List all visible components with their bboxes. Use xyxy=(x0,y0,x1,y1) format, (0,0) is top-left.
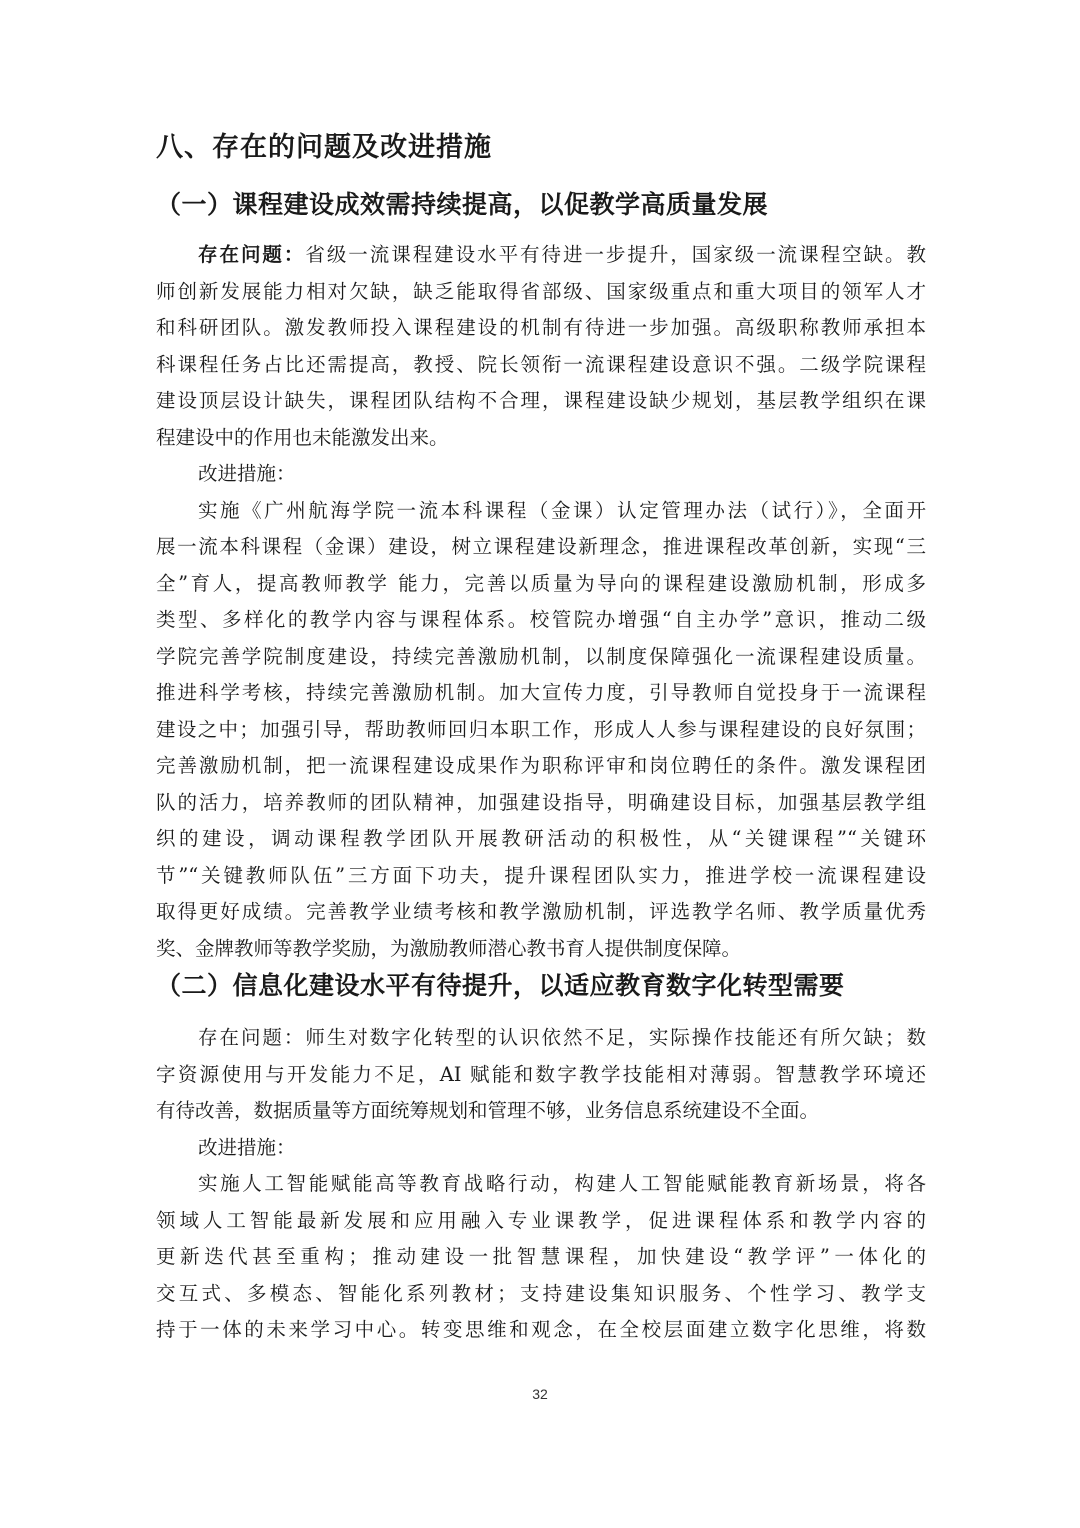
paragraph-line: 全”育人，提高教师教学 能力，完善以质量为导向的课程建设激励机制，形成多 xyxy=(156,571,926,595)
paragraph-line: 实施《广州航海学院一流本科课程（金课）认定管理办法（试行）》，全面开 xyxy=(198,498,926,522)
paragraph-line: 取得更好成绩。完善教学业绩考核和教学激励机制，评选教学名师、教学质量优秀 xyxy=(156,900,926,923)
subsection-1-heading: （一）课程建设成效需持续提高，以促教学高质量发展 xyxy=(156,190,769,219)
paragraph-line: 有待改善，数据质量等方面统筹规划和管理不够，业务信息系统建设不全面。 xyxy=(156,1099,820,1122)
paragraph-line: 持于一体的未来学习中心。转变思维和观念，在全校层面建立数字化思维，将数 xyxy=(156,1318,926,1341)
subsection-2-body xyxy=(156,1020,926,1349)
paragraph-line: 类型、多样化的教学内容与课程体系。校管院办增强“自主办学”意识，推动二级 xyxy=(156,608,926,631)
problem-label: 存在问题： xyxy=(198,243,306,266)
paragraph-line: 字资源使用与开发能力不足，AI 赋能和数字教学技能相对薄弱。智慧教学环境还 xyxy=(156,1062,926,1086)
paragraph-line: 存在问题：师生对数字化转型的认识依然不足，实际操作技能还有所欠缺；数 xyxy=(198,1026,926,1049)
paragraph-line: 实施人工智能赋能高等教育战略行动，构建人工智能赋能教育新场景，将各 xyxy=(198,1172,926,1195)
paragraph-line: 交互式、多模态、智能化系列教材；支持建设集知识服务、个性学习、教学支 xyxy=(156,1281,926,1305)
subsection-2-heading: （二）信息化建设水平有待提升，以适应教育数字化转型需要 xyxy=(156,971,845,1000)
paragraph-line: 展一流本科课程（金课）建设，树立课程建设新理念，推进课程改革创新，实现“三 xyxy=(156,535,926,558)
paragraph-line: 存在问题：省级一流课程建设水平有待进一步提升，国家级一流课程空缺。教 xyxy=(198,243,926,266)
paragraph-line: 织的建设，调动课程教学团队开展教研活动的积极性，从“关键课程”“关键环 xyxy=(156,827,926,850)
paragraph-line: 程建设中的作用也未能激发出来。 xyxy=(156,425,449,449)
subsection-1-body xyxy=(156,237,926,967)
paragraph-line: 建设顶层设计缺失，课程团队结构不合理，课程建设缺少规划，基层教学组织在课 xyxy=(156,389,926,412)
measures-label: 改进措施： xyxy=(198,462,296,485)
paragraph-line: 师创新发展能力相对欠缺，缺乏能取得省部级、国家级重点和重大项目的领军人才 xyxy=(156,279,926,303)
page-number: 32 xyxy=(532,1386,548,1402)
paragraph-line: 更新迭代甚至重构；推动建设一批智慧课程，加快建设“教学评”一体化的 xyxy=(156,1245,926,1268)
paragraph-line: 推进科学考核，持续完善激励机制。加大宣传力度，引导教师自觉投身于一流课程 xyxy=(156,681,926,704)
section-heading: 八、存在的问题及改进措施 xyxy=(156,132,492,163)
paragraph-line: 建设之中；加强引导，帮助教师回归本职工作，形成人人参与课程建设的良好氛围； xyxy=(156,717,926,741)
paragraph-line: 节”“关键教师队伍”三方面下功夫，提升课程团队实力，推进学校一流课程建设 xyxy=(156,863,926,887)
paragraph-line: 队的活力，培养教师的团队精神，加强建设指导，明确建设目标，加强基层教学组 xyxy=(156,790,926,814)
paragraph-line: 学院完善学院制度建设，持续完善激励机制，以制度保障强化一流课程建设质量。 xyxy=(156,644,926,668)
paragraph-line: 奖、金牌教师等教学奖励，为激励教师潜心教书育人提供制度保障。 xyxy=(156,936,742,960)
paragraph-line: 完善激励机制，把一流课程建设成果作为职称评审和岗位聘任的条件。激发课程团 xyxy=(156,754,926,777)
paragraph-line: 领域人工智能最新发展和应用融入专业课教学，促进课程体系和教学内容的 xyxy=(156,1208,926,1232)
paragraph-line: 科课程任务占比还需提高，教授、院长领衔一流课程建设意识不强。二级学院课程 xyxy=(156,352,926,376)
paragraph-line: 和科研团队。激发教师投入课程建设的机制有待进一步加强。高级职称教师承担本 xyxy=(156,316,926,339)
measures-label: 改进措施： xyxy=(198,1135,296,1159)
